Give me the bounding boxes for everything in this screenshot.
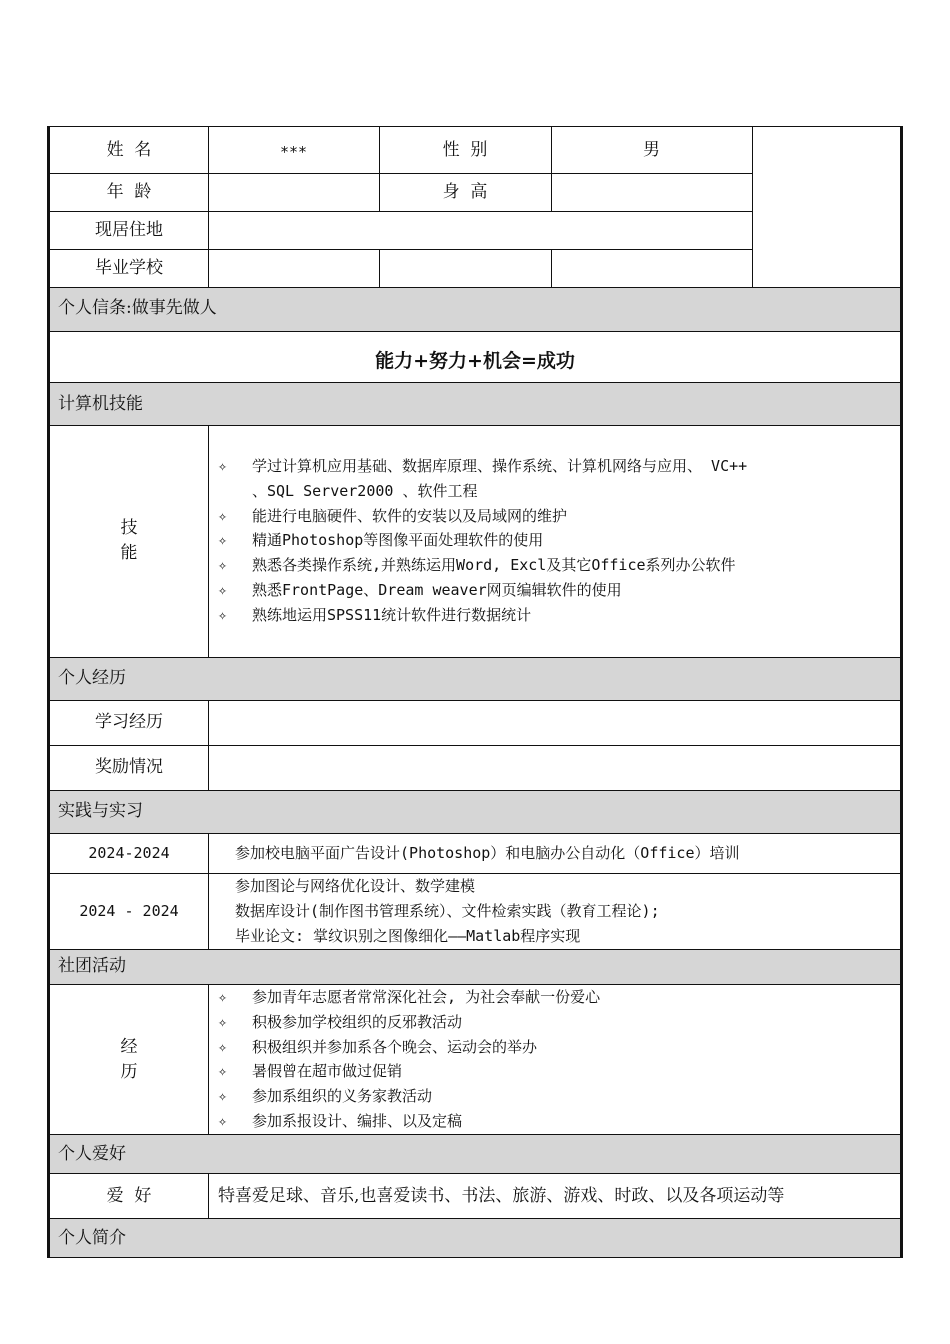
clubs-label-2: 历 <box>120 1062 138 1082</box>
hobbies-label: 爱 好 <box>106 1186 152 1206</box>
diamond-bullet-icon: ✧ <box>218 1111 228 1130</box>
practice-date-2: 2024 - 2024 <box>79 902 179 920</box>
practice-line-2a: 参加图论与网络优化设计、数学建模 <box>235 877 476 895</box>
clubs-label-1: 经 <box>120 1037 138 1057</box>
practice-date-1: 2024-2024 <box>88 844 170 862</box>
list-item: ✧ 参加系报设计、编排、以及定稿 <box>218 1109 600 1134</box>
list-item: ✧ 积极组织并参加系各个晚会、运动会的举办 <box>218 1035 600 1060</box>
diamond-bullet-icon: ✧ <box>218 1012 228 1031</box>
age-label: 年 龄 <box>106 182 152 202</box>
list-item: ✧ 精通Photoshop等图像平面处理软件的使用 <box>218 528 747 553</box>
skills-list <box>218 454 747 628</box>
clubs-list <box>218 985 600 1134</box>
list-item: ✧ 能进行电脑硬件、软件的安装以及局域网的维护 <box>218 504 747 529</box>
diamond-bullet-icon: ✧ <box>218 457 228 475</box>
list-item: ✧ 熟悉FrontPage、Dream weaver网页编辑软件的使用 <box>218 578 747 603</box>
diamond-bullet-icon: ✧ <box>218 1062 228 1081</box>
skills-label-2: 能 <box>120 543 138 563</box>
diamond-bullet-icon: ✧ <box>218 988 228 1006</box>
practice-line-2c: 毕业论文: 掌纹识别之图像细化——Matlab程序实现 <box>235 927 581 945</box>
motto-text: 能力+努力+机会=成功 <box>375 350 575 372</box>
skills-label-1: 技 <box>120 518 138 538</box>
list-item: ✧ 参加系组织的义务家教活动 <box>218 1084 600 1109</box>
hobbies-header: 个人爱好 <box>58 1144 126 1164</box>
gender-value: 男 <box>643 140 660 160</box>
practice-line-1: 参加校电脑平面广告设计(Photoshop）和电脑办公自动化（Office）培训 <box>235 844 740 862</box>
practice-header: 实践与实习 <box>58 801 143 821</box>
diamond-bullet-icon: ✧ <box>218 605 228 624</box>
experience-header: 个人经历 <box>58 668 126 688</box>
clubs-header: 社团活动 <box>58 956 126 976</box>
list-item: ✧ 学过计算机应用基础、数据库原理、操作系统、计算机网络与应用、 VC++ <box>218 454 747 479</box>
intro-header: 个人简介 <box>58 1228 126 1248</box>
award-label: 奖励情况 <box>95 757 163 777</box>
list-item: ✧ 暑假曾在超市做过促销 <box>218 1059 600 1084</box>
list-item: 、SQL Server2000 、软件工程 <box>252 481 478 500</box>
practice-line-2b: 数据库设计(制作图书管理系统）、文件检索实践（教育工程论); <box>235 902 660 920</box>
study-label: 学习经历 <box>95 712 163 732</box>
list-item: ✧ 熟悉各类操作系统,并熟练运用Word, Excl及其它Office系列办公软件 <box>218 553 747 578</box>
list-item: ✧ 积极参加学校组织的反邪教活动 <box>218 1010 600 1035</box>
diamond-bullet-icon: ✧ <box>218 556 228 575</box>
diamond-bullet-icon: ✧ <box>218 1087 228 1106</box>
name-value: *** <box>279 143 308 161</box>
list-item: ✧ 参加青年志愿者常常深化社会, 为社会奉献一份爱心 <box>218 985 600 1010</box>
diamond-bullet-icon: ✧ <box>218 1037 228 1056</box>
school-label: 毕业学校 <box>95 258 163 278</box>
height-label: 身 高 <box>442 182 488 202</box>
diamond-bullet-icon: ✧ <box>218 580 228 599</box>
name-label: 姓 名 <box>106 140 152 160</box>
diamond-bullet-icon: ✧ <box>218 506 228 525</box>
residence-label: 现居住地 <box>95 220 163 240</box>
diamond-bullet-icon: ✧ <box>218 531 228 550</box>
motto-header: 个人信条:做事先做人 <box>58 298 217 318</box>
photo-area <box>753 127 900 287</box>
skills-header: 计算机技能 <box>58 394 143 414</box>
list-item: ✧ 熟练地运用SPSS11统计软件进行数据统计 <box>218 603 747 628</box>
hobbies-text: 特喜爱足球、音乐,也喜爱读书、书法、旅游、游戏、时政、以及各项运动等 <box>218 1186 785 1206</box>
gender-label: 性 别 <box>442 140 488 160</box>
